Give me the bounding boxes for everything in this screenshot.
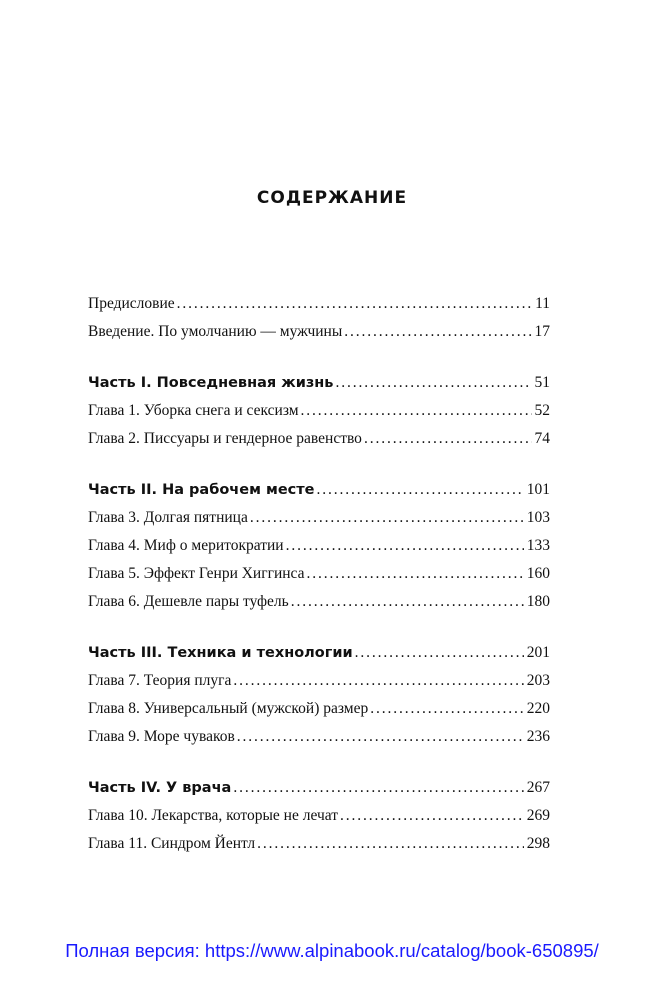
toc-page-number: 220 [526,700,550,717]
dot-leader [250,504,524,532]
toc-entry-label: Введение. По умолчанию — мужчины [88,323,343,340]
toc-part-3 [88,639,550,667]
toc-part-label: Часть I. Повседневная жизнь [88,375,334,391]
toc-entry-chapter-8 [88,695,550,723]
dot-leader [344,318,531,346]
dot-leader [340,802,524,830]
dot-leader [370,695,524,723]
toc-entry-chapter-10 [88,802,550,830]
toc-entry-chapter-9 [88,723,550,751]
toc-entry-chapter-11 [88,830,550,858]
toc-entry-chapter-2 [88,425,550,453]
dot-leader [286,532,524,560]
toc-entry-label: Глава 6. Дешевле пары туфель [88,593,289,610]
toc-entry-chapter-6 [88,588,550,616]
toc-entry-chapter-5 [88,560,550,588]
toc-part-label: Часть IV. У врача [88,780,232,796]
toc-entry-label: Предисловие [88,295,175,312]
toc-page-number: 269 [526,807,550,824]
toc-entry-label: Глава 7. Теория плуга [88,672,232,689]
toc-entry-label: Глава 3. Долгая пятница [88,509,248,526]
toc-part-label: Часть II. На рабочем месте [88,482,315,498]
toc-page-number: 74 [534,430,550,447]
toc-page-number: 103 [526,509,550,526]
toc-entry-chapter-3 [88,504,550,532]
toc-entry-chapter-1 [88,397,550,425]
dot-leader [317,476,524,504]
toc-entry-label: Глава 11. Синдром Йентл [88,835,256,852]
toc-part-1 [88,369,550,397]
toc-page-number: 133 [526,537,550,554]
toc-page-number: 101 [526,481,550,498]
dot-leader [237,723,524,751]
toc-page-number: 11 [535,295,550,312]
dot-leader [257,830,524,858]
toc-page-number: 180 [526,593,550,610]
toc-page-number: 52 [534,402,550,419]
dot-leader [233,774,523,802]
toc-entry-label: Глава 9. Море чуваков [88,728,235,745]
dot-leader [233,667,523,695]
toc-entry-introduction [88,318,550,346]
dot-leader [177,290,532,318]
full-version-link[interactable]: Полная версия: https://www.alpinabook.ru/catalog/book-650895/ [65,940,599,961]
dot-leader [306,560,523,588]
dot-leader [364,425,532,453]
toc-entry-label: Глава 1. Уборка снега и сексизм [88,402,299,419]
toc-entry-chapter-4 [88,532,550,560]
toc-page-number: 298 [526,835,550,852]
toc-page-number: 160 [526,565,550,582]
toc-entry-chapter-7 [88,667,550,695]
toc-entry-label: Глава 2. Писсуары и гендерное равенство [88,430,362,447]
dot-leader [355,639,524,667]
dot-leader [335,369,531,397]
toc-part-4 [88,774,550,802]
toc-entry-label: Глава 4. Миф о меритократии [88,537,284,554]
toc-page-number: 236 [526,728,550,745]
page-title: СОДЕРЖАНИЕ [256,188,408,208]
toc-entry-label: Глава 5. Эффект Генри Хиггинса [88,565,305,582]
toc-page-number: 201 [526,644,550,661]
toc-page-number: 203 [526,672,550,689]
toc-entry-label: Глава 8. Универсальный (мужской) размер [88,700,369,717]
toc-part-label: Часть III. Техника и технологии [88,645,353,661]
dot-leader [291,588,524,616]
toc-page-number: 51 [534,374,550,391]
toc-page-number: 17 [534,323,550,340]
toc-entry-preface [88,290,550,318]
toc-entry-label: Глава 10. Лекарства, которые не лечат [88,807,338,824]
table-of-contents [88,290,550,858]
toc-part-2 [88,476,550,504]
toc-page-number: 267 [526,779,550,796]
dot-leader [301,397,532,425]
